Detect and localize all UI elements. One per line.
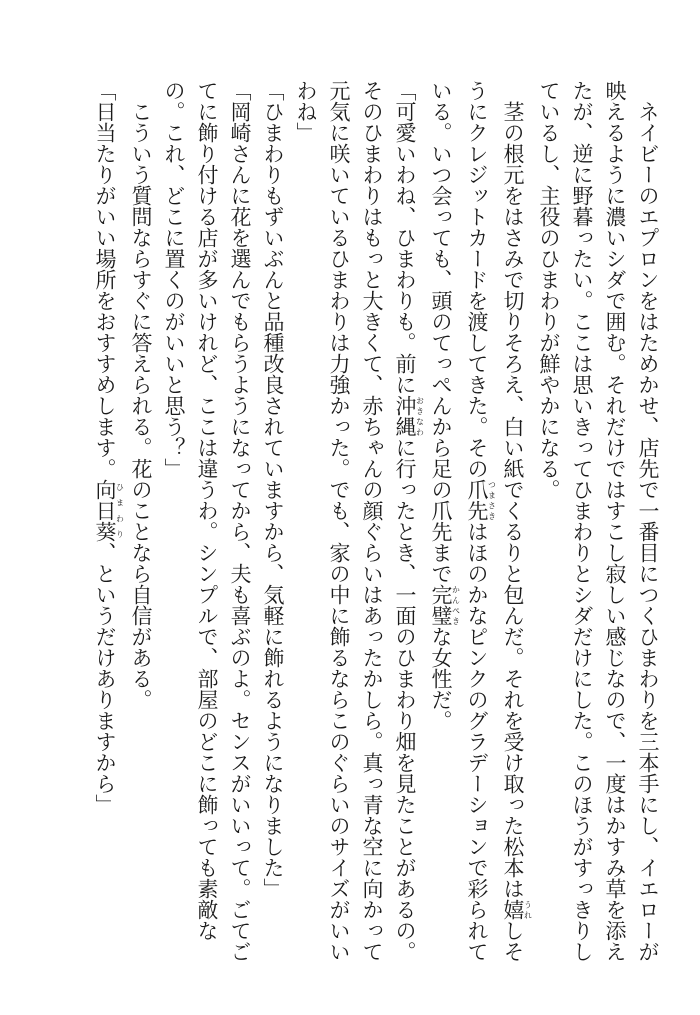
ruby-annotation: [429, 584, 461, 626]
ruby-reading: つまさき: [487, 479, 497, 521]
ruby-base: 完璧: [429, 584, 453, 626]
text-line: [631, 80, 664, 980]
text-segment: そのひまわりはもっと大きくて、赤ちゃんの顔ぐらいはあったかしら。真っ青な空に向かって: [360, 80, 384, 962]
text-line: [598, 80, 631, 980]
text-line: [532, 80, 565, 980]
text-segment: はほのかなピンクのグラデーションで彩られて: [465, 521, 489, 962]
text-segment: しそ: [501, 920, 525, 962]
ruby-reading: おきなわ: [415, 395, 425, 437]
text-segment: ているし、主役のひまわりが鮮やかになる。: [537, 80, 561, 500]
vertical-text-body: [88, 80, 664, 980]
text-segment: 「可愛いわね、ひまわりも。前に: [393, 80, 417, 395]
ruby-annotation: [393, 395, 425, 437]
text-segment: てに飾り付ける店が多いけれど、ここは違うわ。シンプルで、部屋のどこに飾っても素敵な: [195, 80, 219, 941]
text-segment: に行ったとき、一面のひまわり畑を見たことがあるの。: [393, 437, 417, 962]
ruby-annotation: [93, 479, 125, 542]
text-segment: の。これ、どこに置くのがいいと思う？」: [162, 80, 186, 479]
text-line: [322, 80, 355, 980]
text-segment: うにクレジットカードを渡してきた。その: [465, 80, 489, 479]
text-segment: 映えるように濃いシダで囲む。それだけではすこし寂しい感じなので、一度はかすみ草を添え: [603, 80, 627, 962]
text-segment: 「岡崎さんに花を選んでもらうようになってから、夫も喜ぶのよ。センスがいいって。ごてご: [228, 80, 252, 962]
text-line: [424, 80, 460, 980]
ruby-base: 爪先: [465, 479, 489, 521]
text-line: [190, 80, 223, 980]
text-line: [88, 80, 124, 980]
text-segment: 茎の根元をはさみで切りそろえ、白い紙でくるりと包んだ。それを受け取った松本は: [501, 101, 525, 899]
text-line: [496, 80, 532, 980]
text-line: [460, 80, 496, 980]
text-line: [157, 80, 190, 980]
text-segment: な女性だ。: [429, 626, 453, 731]
text-segment: いる。いつ会っても、頭のてっぺんから足の爪先まで: [429, 80, 453, 584]
ruby-annotation: [501, 899, 533, 920]
ruby-base: 嬉: [501, 899, 525, 920]
ruby-annotation: [465, 479, 497, 521]
text-line: [565, 80, 598, 980]
text-segment: 「ひまわりもずいぶんと品種改良されていますから、気軽に飾れるようになりました」: [261, 80, 285, 899]
text-segment: わね」: [294, 80, 318, 143]
text-segment: 「日当たりがいい場所をおすすめします。: [93, 80, 117, 479]
text-line: [355, 80, 388, 980]
text-segment: ネイビーのエプロンをはためかせ、店先で一番目につくひまわりを三本手にし、イエローが: [636, 101, 660, 962]
text-segment: 、というだけありますから」: [93, 542, 117, 815]
text-line: [223, 80, 256, 980]
ruby-base: 沖縄: [393, 395, 417, 437]
text-segment: 元気に咲いているひまわりは力強かった。でも、家の中に飾るならこのぐらいのサイズがいい: [327, 80, 351, 962]
ruby-reading: うれ: [523, 899, 533, 920]
ruby-base: 向日葵: [93, 479, 117, 542]
text-segment: たが、逆に野暮ったい。ここは思いきってひまわりとシダだけにした。このほうがすっきりし: [570, 80, 594, 962]
text-line: [388, 80, 424, 980]
text-line: [289, 80, 322, 980]
ruby-reading: かんぺき: [451, 584, 461, 626]
text-line: [124, 80, 157, 980]
text-line: [256, 80, 289, 980]
ruby-reading: ひまわり: [115, 479, 125, 542]
text-segment: こういう質問ならすぐに答えられる。花のことなら自信がある。: [129, 101, 153, 710]
